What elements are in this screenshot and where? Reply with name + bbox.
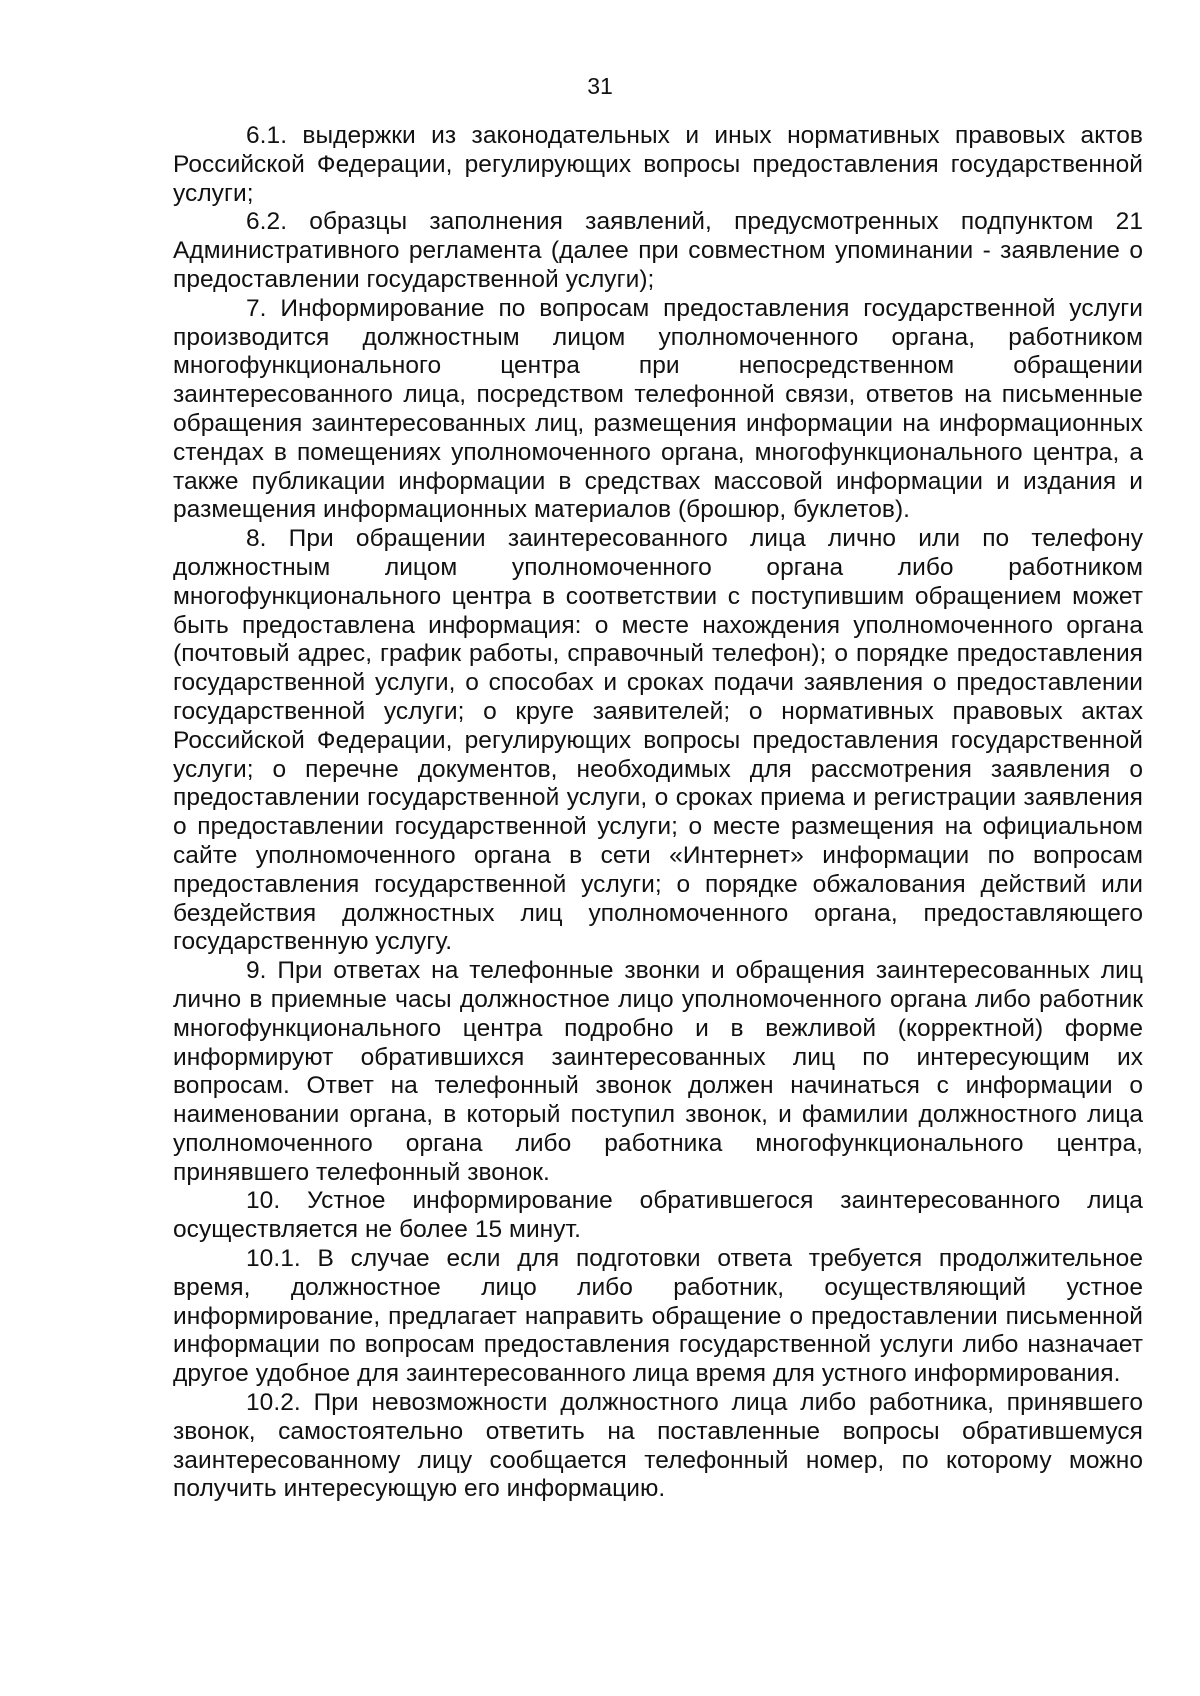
page-number: 31 — [587, 73, 613, 99]
paragraph-10: 10. Устное информирование обратившегося заинтересованного лица осуществляется не более 15 минут. — [173, 1187, 1143, 1244]
paragraph-6-1: 6.1. выдержки из законодательных и иных нормативных правовых актов Российской Федерации, регулирующих вопросы предоставления государственной услуги; — [173, 122, 1143, 207]
document-body — [173, 122, 1143, 1504]
paragraph-7: 7. Информирование по вопросам предоставления государственной услуги производится должностным лицом уполномоченного органа, работником многофункционального центра при непосредственном обращении заинтересованного лица, посредством телефонной связи, ответов на письменные обращения заинтересованных лиц, размещения информации на информационных стендах в помещениях уполномоченного органа, многофункционального центра, а также публикации информации в средствах массовой информации и издания и размещения информационных материалов (брошюр, буклетов). — [173, 294, 1143, 524]
paragraph-10-2: 10.2. При невозможности должностного лица либо работника, принявшего звонок, самостоятельно ответить на поставленные вопросы обратившемуся заинтересованному лицу сообщается телефонный номер, по которому можно получить интересующую его информацию. — [173, 1389, 1143, 1503]
paragraph-10-1: 10.1. В случае если для подготовки ответа требуется продолжительное время, должностное лицо либо работник, осуществляющий устное информирование, предлагает направить обращение о предоставлении письменной информации по вопросам предоставления государственной услуги либо назначает другое удобное для заинтересованного лица время для устного информирования. — [173, 1245, 1143, 1388]
paragraph-8: 8. При обращении заинтересованного лица лично или по телефону должностным лицом уполномоченного органа либо работником многофункционального центра в соответствии с поступившим обращением может быть предоставлена информация: о месте нахождения уполномоченного органа (почтовый адрес, график работы, справочный телефон); о порядке предоставления государственной услуги, о способах и сроках подачи заявления о предоставлении государственной услуги; о круге заявителей; о нормативных правовых актах Российской Федерации, регулирующих вопросы предоставления государственной услуги; о перечне документов, необходимых для рассмотрения заявления о предоставлении государственной услуги, о сроках приема и регистрации заявления о предоставлении государственной услуги; о месте размещения на официальном сайте уполномоченного органа в сети «Интернет» информации по вопросам предоставления государственной услуги; о порядке обжалования действий или бездействия должностных лиц уполномоченного органа, предоставляющего государственную услугу. — [173, 525, 1143, 956]
paragraph-6-2: 6.2. образцы заполнения заявлений, предусмотренных подпунктом 21 Административного регламента (далее при совместном упоминании - заявление о предоставлении государственной услуги); — [173, 208, 1143, 293]
paragraph-9: 9. При ответах на телефонные звонки и обращения заинтересованных лиц лично в приемные часы должностное лицо уполномоченного органа либо работник многофункционального центра подробно и в вежливой (корректной) форме информируют обратившихся заинтересованных лиц по интересующим их вопросам. Ответ на телефонный звонок должен начинаться с информации о наименовании органа, в который поступил звонок, и фамилии должностного лица уполномоченного органа либо работника многофункционального центра, принявшего телефонный звонок. — [173, 957, 1143, 1186]
